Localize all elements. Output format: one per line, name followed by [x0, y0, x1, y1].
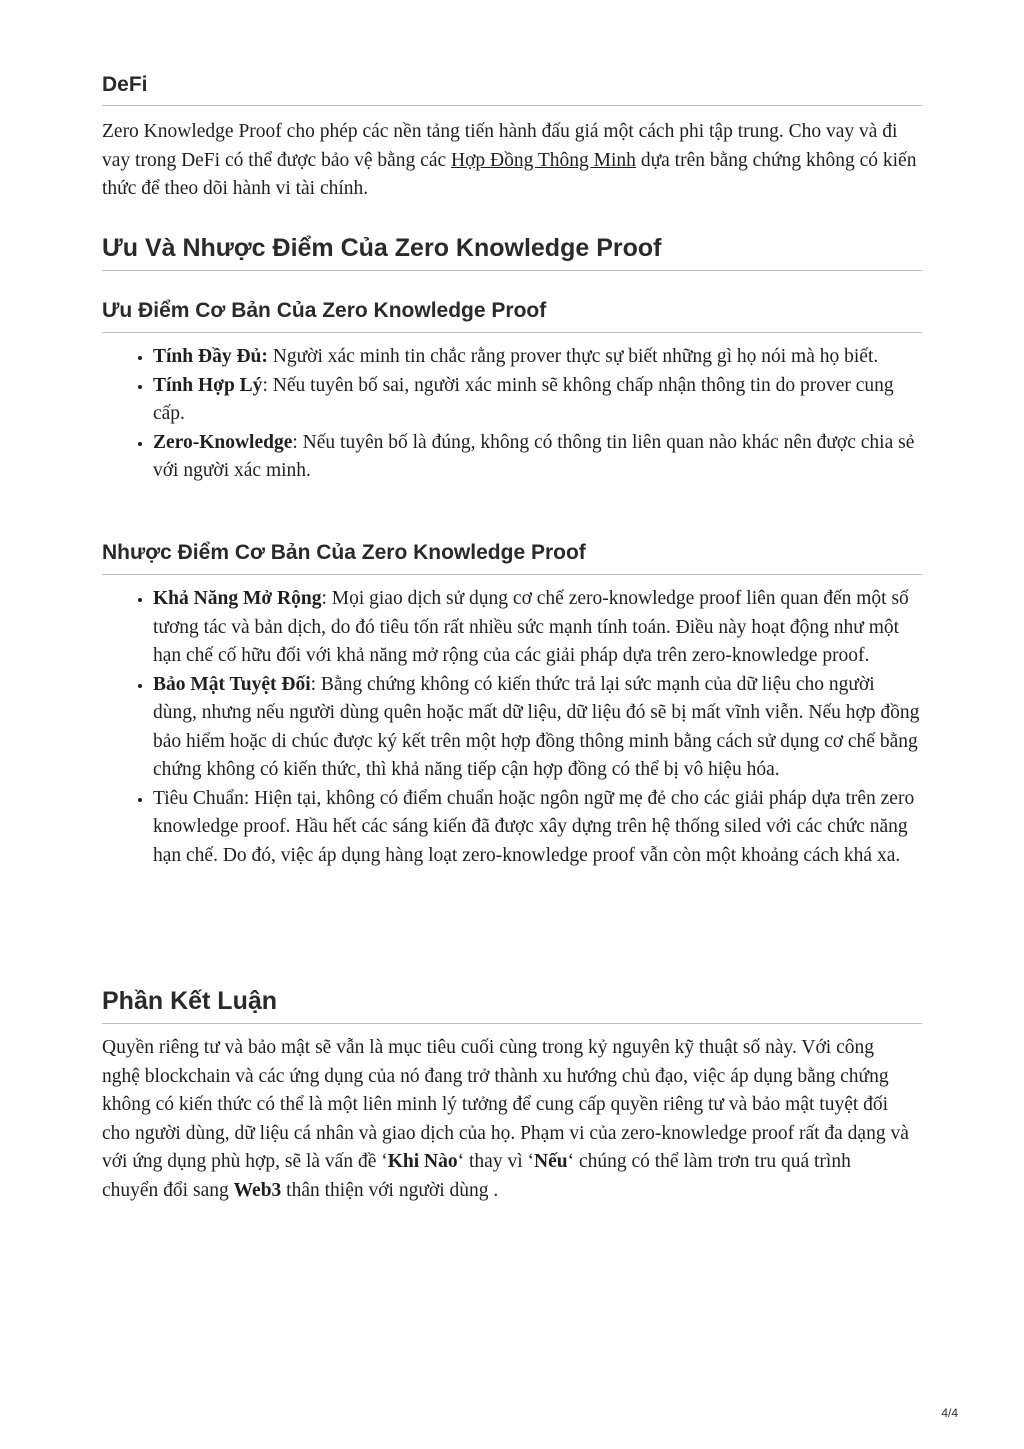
conclusion-heading: Phần Kết Luận: [102, 987, 278, 1015]
item-text: : Bằng chứng không có kiến thức trả lại sức mạnh của dữ liệu cho người dùng, nhưng nếu người dùng quên hoặc mất dữ liệu, dữ liệu đó sẽ bị mất vĩnh viễn. Nếu hợp đồng bảo hiểm hoặc di chúc được ký kết trên một hợp đồng thông minh bằng cách sử dụng cơ chế bằng chứng không có kiến thức, thì khả năng tiếp cận hợp đồng có thể bị vô hiệu hóa.: [153, 673, 920, 780]
pros-subsection: [102, 298, 922, 486]
defi-heading: DeFi: [102, 73, 148, 96]
item-term: Khả Năng Mở Rộng: [153, 588, 322, 609]
emphasis-when: Khi Nào: [387, 1151, 458, 1172]
pros-cons-heading: Ưu Và Nhược Điểm Của Zero Knowledge Proof: [102, 234, 662, 262]
divider: [102, 105, 922, 106]
divider: [102, 332, 922, 333]
conclusion-text: thân thiện với người dùng .: [281, 1179, 499, 1201]
item-text: Người xác minh tin chắc rằng prover thực sự biết những gì họ nói mà họ biết.: [267, 346, 879, 367]
pros-list: [102, 343, 922, 486]
emphasis-if: Nếu: [533, 1151, 568, 1172]
conclusion-section: [102, 985, 922, 1205]
pros-cons-section: [102, 232, 922, 271]
emphasis-web3: Web3: [233, 1179, 282, 1201]
list-item: [153, 585, 922, 671]
cons-subsection: [102, 540, 922, 870]
conclusion-text: ‘ thay vì ‘: [457, 1151, 534, 1172]
cons-heading: Nhược Điểm Cơ Bản Của Zero Knowledge Proof: [102, 541, 586, 564]
defi-text-2: dựa trên bằng chứng không có kiến thức để theo dõi hành vi tài chính.: [102, 149, 917, 199]
item-text: : Nếu tuyên bố là đúng, không có thông tin liên quan nào khác nên được chia sẻ với người xác minh.: [153, 431, 915, 481]
list-item: [153, 429, 922, 486]
defi-text-1: Zero Knowledge Proof cho phép các nền tảng tiến hành đấu giá một cách phi tập trung. Cho vay và đi vay trong DeFi có thể được bảo vệ bằng các: [102, 121, 898, 171]
item-term: Tính Đầy Đủ:: [153, 346, 268, 367]
list-item: [153, 671, 922, 785]
divider: [102, 270, 922, 271]
page-number: 4/4: [941, 1406, 958, 1420]
item-term: Zero-Knowledge: [153, 431, 293, 453]
item-term: Tính Hợp Lý: [153, 374, 263, 396]
list-item: [153, 372, 922, 429]
conclusion-paragraph: [102, 1034, 910, 1205]
conclusion-text: Quyền riêng tư và bảo mật sẽ vẫn là mục tiêu cuối cùng trong kỷ nguyên kỹ thuật số này. Với công nghệ blockchain và các ứng dụng của nó đang trở thành xu hướng chủ đạo, việc áp dụng bằng chứng không có kiến thức có thể là một liên minh lý tưởng để cung cấp quyền riêng tư và bảo mật tuyệt đối cho người dùng, dữ liệu cá nhân và giao dịch của họ. Phạm vi của zero-knowledge proof rất đa dạng và với ứng dụng phù hợp, sẽ là vấn đề ‘: [102, 1037, 909, 1172]
item-term: Bảo Mật Tuyệt Đối: [153, 673, 311, 695]
conclusion-text: ‘ chúng có thể làm trơn tru quá trình chuyển đổi sang: [102, 1151, 851, 1201]
list-item: [153, 343, 922, 372]
cons-list: [102, 585, 922, 870]
defi-section: [102, 72, 922, 204]
divider: [102, 1023, 922, 1024]
pros-heading: Ưu Điểm Cơ Bản Của Zero Knowledge Proof: [102, 299, 547, 322]
smart-contract-link[interactable]: Hợp Đồng Thông Minh: [451, 149, 636, 171]
item-text: : Nếu tuyên bố sai, người xác minh sẽ không chấp nhận thông tin do prover cung cấp.: [153, 374, 894, 424]
divider: [102, 574, 922, 575]
defi-paragraph: [102, 118, 922, 204]
list-item: [153, 785, 922, 871]
item-text: : Mọi giao dịch sử dụng cơ chế zero-knowledge proof liên quan đến một số tương tác và bản dịch, do đó tiêu tốn rất nhiều sức mạnh tính toán. Điều này hoạt động như một hạn chế cố hữu đối với khả năng mở rộng của các giải pháp dựa trên zero-knowledge proof.: [153, 588, 909, 666]
item-text: Tiêu Chuẩn: Hiện tại, không có điểm chuẩn hoặc ngôn ngữ mẹ đẻ cho các giải pháp dựa trên zero knowledge proof. Hầu hết các sáng kiến đã được xây dựng trên hệ thống siled với các chức năng hạn chế. Do đó, việc áp dụng hàng loạt zero-knowledge proof vẫn còn một khoảng cách khá xa.: [153, 787, 915, 866]
